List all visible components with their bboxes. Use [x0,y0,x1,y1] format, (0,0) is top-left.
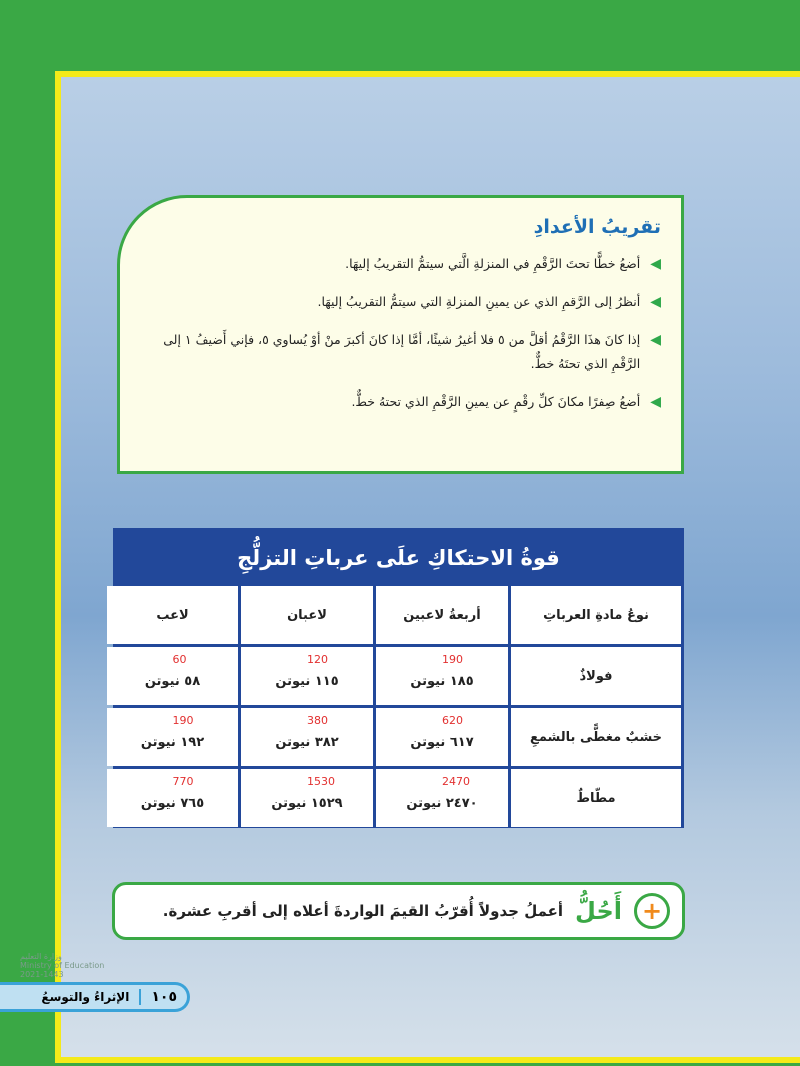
solve-exercise-box [112,882,685,940]
rounded-note: 2470 [442,775,470,788]
force-value: ١١٥ نيوتن [275,673,339,689]
force-cell [107,708,238,766]
rounded-note: 60 [172,653,187,666]
force-value: ٢٤٧٠ نيوتن [406,795,478,811]
rule-item: ◀ أضعُ خطًّا تحتَ الرَّقْمِ في المنزلةِ الَّتي سيتمُّ التقريبُ إليهَا. [138,252,661,276]
force-cell [107,647,238,705]
force-cell [376,769,508,827]
force-value: ٦١٧ نيوتن [410,734,474,750]
rounded-note: 120 [307,653,328,666]
force-cell [376,708,508,766]
force-cell [376,647,508,705]
rounded-note: 620 [442,714,463,727]
rule-item: ◀ إذا كانَ هذَا الرَّقْمُ أقلَّ من ٥ فلا أغيرُ شيئًا، أمَّا إذا كانَ أكبرَ منْ أوْ يُساوي ٥، فإني أَضيفُ ١ إلى الرَّقْمِ الذي تحتَهُ خطٌّ. [138,328,661,376]
force-cell [241,769,373,827]
page-footer [0,982,190,1012]
rounded-note: 1530 [307,775,335,788]
force-value: ٥٨ نيوتن [144,673,201,689]
rounded-note: 770 [172,775,194,788]
force-value: ١٥٢٩ نيوتن [271,795,343,811]
material-cell: فولاذٌ [511,647,681,705]
material-cell: مطّاطٌ [511,769,681,827]
table-header: لاعب [107,586,238,644]
rule-item: ◀ أنظرُ إلى الرَّقمِ الذي عن يمينِ المنزلةِ التي سيتمُّ التقريبُ إليهَا. [138,290,661,314]
force-cell [241,708,373,766]
force-value: ١٩٢ نيوتن [140,734,205,750]
page-number: ١٠٥ [139,989,187,1005]
triangle-bullet-icon: ◀ [650,256,661,272]
table-grid [116,586,681,827]
material-cell: خشبٌ مغطًّى بالشمعِ [511,708,681,766]
triangle-bullet-icon: ◀ [650,394,661,410]
rounded-note: 190 [442,653,463,666]
table-header: نوعُ مادةِ العرباتِ [511,586,681,644]
rounded-note: 380 [307,714,328,727]
plus-solve-icon: + [634,893,670,929]
rule-item: ◀ أضعُ صِفرًا مكانَ كلِّ رقْمٍ عن يمينِ الرَّقْمِ الذي تحتهُ خطٌّ. [138,390,661,414]
table-header: لاعبان [241,586,373,644]
solve-text: أعملُ جدولاً أُقرّبُ القيمَ الواردةَ أعلاه إلى أقربِ عشرة. [162,902,564,920]
force-value: ٧٦٥ نيوتن [140,795,205,811]
table-title: قوةُ الاحتكاكِ علَى عرباتِ التزلُّجِ [237,546,560,570]
force-cell [241,647,373,705]
force-cell [107,769,238,827]
friction-table [113,528,684,828]
rounding-rules-box [117,195,684,474]
force-value: ٣٨٢ نيوتن [275,734,339,750]
rules-title: تقريبُ الأعدادِ [533,216,661,238]
triangle-bullet-icon: ◀ [650,332,661,348]
ministry-watermark: وزارة التعليم Ministry of Education 2021-1443 [20,952,105,979]
rounded-note: 190 [172,714,194,727]
table-header: أربعةُ لاعبين [376,586,508,644]
solve-title: أَحُلُّ [575,897,622,925]
section-name: الإثراءُ والتوسعُ [41,990,130,1004]
triangle-bullet-icon: ◀ [650,294,661,310]
force-value: ١٨٥ نيوتن [410,673,474,689]
